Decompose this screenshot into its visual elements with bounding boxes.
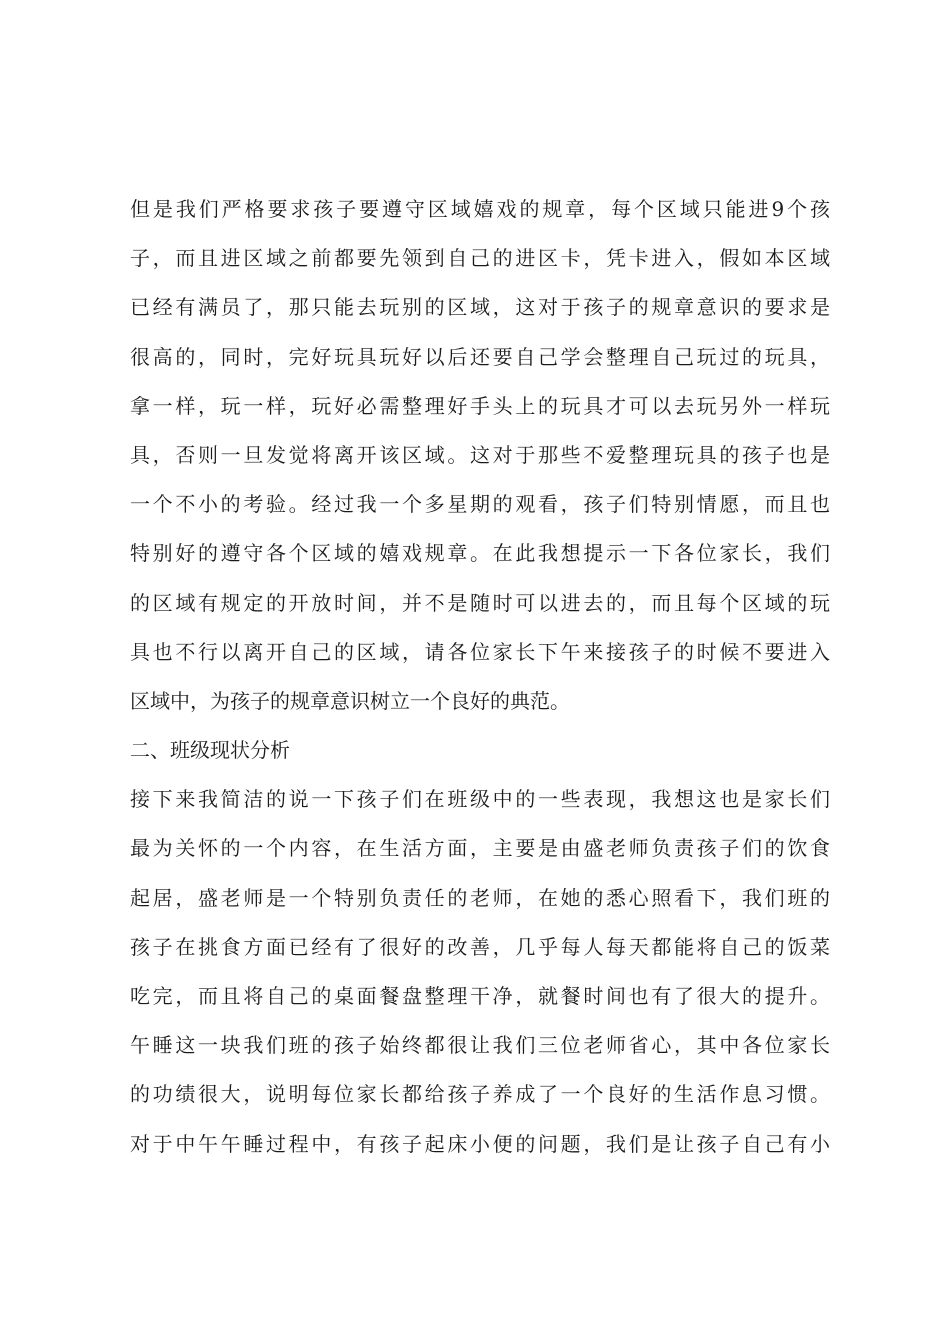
text-line: 的功绩很大，说明每位家长都给孩子养成了一个良好的生活作息习惯。 xyxy=(130,1082,830,1107)
text-line: 具也不行以离开自己的区域，请各位家长下午来接孩子的时候不要进入 xyxy=(130,639,830,664)
text-line: 吃完，而且将自己的桌面餐盘整理干净，就餐时间也有了很大的提升。 xyxy=(130,984,830,1008)
text-line: 已经有满员了，那只能去玩别的区域，这对于孩子的规章意识的要求是 xyxy=(130,295,830,320)
text-line: 特别好的遵守各个区域的嬉戏规章。在此我想提示一下各位家长，我们 xyxy=(130,541,830,566)
text-line: 起居，盛老师是一个特别负责任的老师，在她的悉心照看下，我们班的 xyxy=(130,885,830,910)
section-heading: 二、班级现状分析 xyxy=(130,738,290,763)
text-line: 很高的，同时，完好玩具玩好以后还要自己学会整理自己玩过的玩具， xyxy=(130,344,830,369)
text-line: 对于中午午睡过程中，有孩子起床小便的问题，我们是让孩子自己有小 xyxy=(130,1131,830,1156)
body-text xyxy=(130,185,830,1169)
text-line: 一个不小的考验。经过我一个多星期的观看，孩子们特别情愿，而且也 xyxy=(130,492,830,517)
text-line: 接下来我简洁的说一下孩子们在班级中的一些表现，我想这也是家长们 xyxy=(130,787,830,812)
text-line: 最为关怀的一个内容，在生活方面，主要是由盛老师负责孩子们的饮食 xyxy=(130,836,830,861)
text-line: 但是我们严格要求孩子要遵守区域嬉戏的规章，每个区域只能进9个孩 xyxy=(130,197,830,221)
text-line: 拿一样，玩一样，玩好必需整理好手头上的玩具才可以去玩另外一样玩 xyxy=(130,393,830,418)
text-line: 子，而且进区域之前都要先领到自己的进区卡，凭卡进入，假如本区域 xyxy=(130,246,830,271)
text-line: 孩子在挑食方面已经有了很好的改善，几乎每人每天都能将自己的饭菜 xyxy=(130,934,830,959)
text-line: 具，否则一旦发觉将离开该区域。这对于那些不爱整理玩具的孩子也是 xyxy=(130,442,830,467)
text-line: 区域中，为孩子的规章意识树立一个良好的典范。 xyxy=(130,688,570,713)
text-line: 的区域有规定的开放时间，并不是随时可以进去的，而且每个区域的玩 xyxy=(130,590,830,615)
text-line: 午睡这一块我们班的孩子始终都很让我们三位老师省心，其中各位家长 xyxy=(130,1033,830,1058)
